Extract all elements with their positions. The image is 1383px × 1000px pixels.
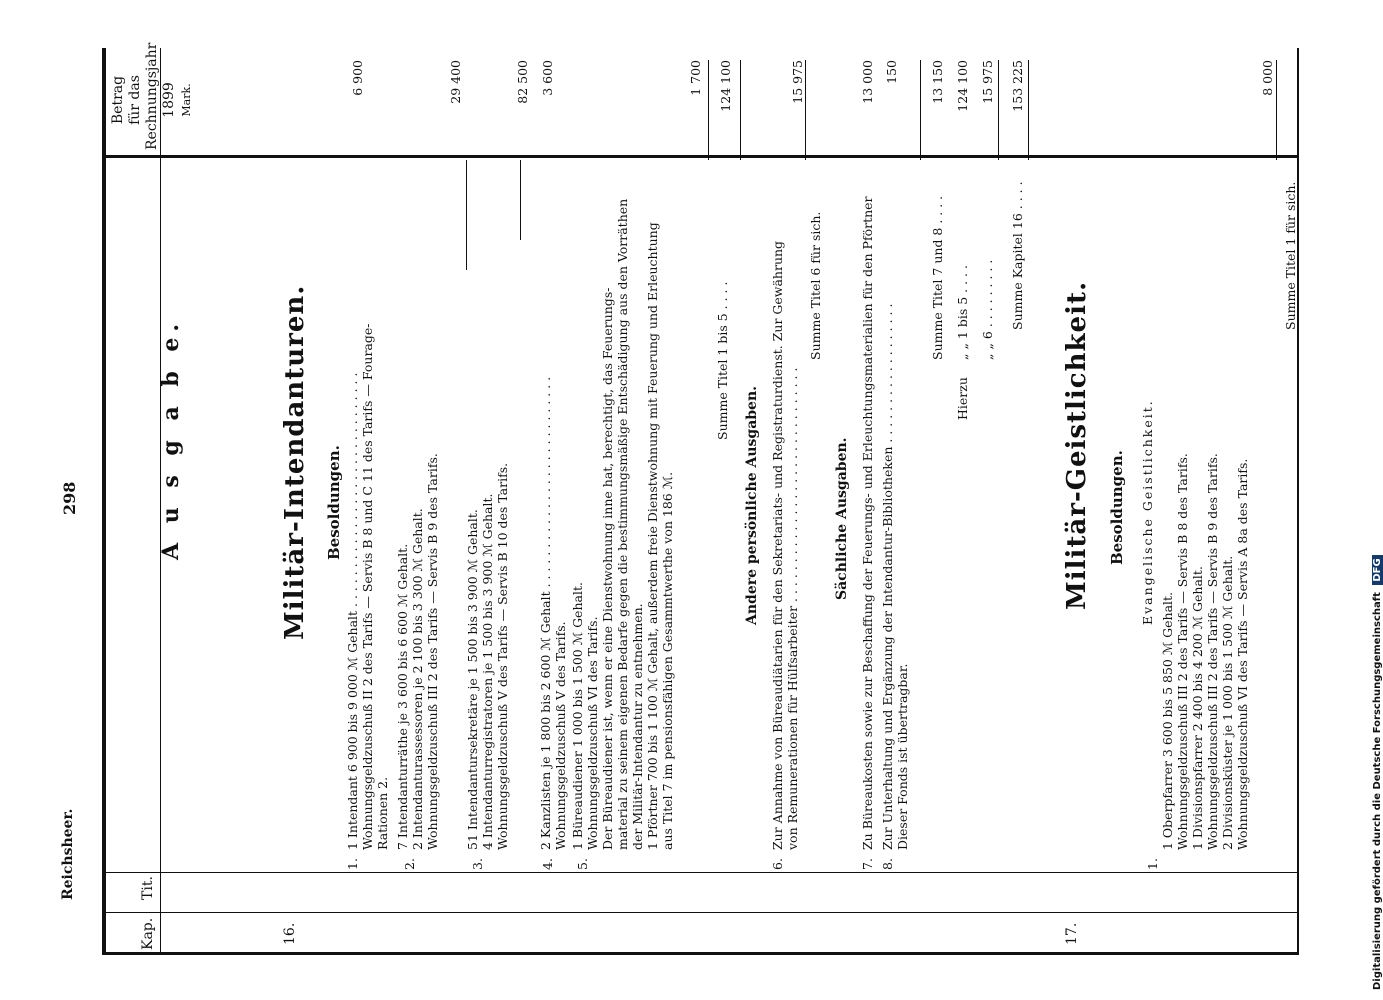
row-line: 2 Divisionsküster je 1 000 bis 1 500 ℳ Gehalt. — [1220, 555, 1235, 850]
kap16-material: Sächliche Ausgaben. — [834, 437, 850, 600]
row-tit: 1. — [345, 858, 360, 870]
row-amount: 15 975 — [790, 60, 805, 104]
row-tit: 8. — [880, 858, 895, 870]
row-line: Der Büreaudiener ist, wenn er eine Dienstwohnung inne hat, berechtigt, das Feuerungs- — [600, 287, 615, 850]
row-line: Rationen 2. — [375, 776, 390, 850]
sum-label: Summe Titel 6 für sich. — [808, 211, 823, 360]
sum-line — [1028, 60, 1029, 160]
row-line: Wohnungsgeldzuschuß III 2 des Tarifs — Servis B 9 des Tarifs. — [425, 453, 440, 850]
row-line: 1 Intendant 6 900 bis 9 000 ℳ Gehalt . . . . . . . . . . . . . . . . . . . . . . . . . . . . . . — [345, 372, 360, 850]
row-text — [538, 377, 568, 850]
kap16-other-personal: Andere persönliche Ausgaben. — [744, 385, 760, 625]
row-tit: 6. — [770, 858, 785, 870]
row-line: 2 Kanzlisten je 1 800 bis 2 600 ℳ Gehalt . . . . . . . . . . . . . . . . . . . . . . . . . . . — [538, 376, 553, 850]
sum-line — [920, 60, 921, 160]
amount-header-line: für das — [127, 75, 143, 125]
kap17-subhead: Evangelische Geistlichkeit. — [1140, 399, 1155, 625]
dfg-logo: DFG — [1372, 555, 1383, 584]
row-text — [770, 241, 800, 850]
row-line: Wohnungsgeldzuschuß III 2 des Tarifs — Servis B 8 des Tarifs. — [1175, 453, 1190, 850]
row-amount: 6 900 — [350, 60, 365, 96]
row-line: Wohnungsgeldzuschuß V des Tarifs. — [553, 621, 568, 850]
amount-header-line: 1899 — [161, 82, 177, 118]
row-text — [880, 304, 910, 850]
sum-label: Summe Kapitel 16 . . . . — [1010, 181, 1025, 330]
row-tit: 1. — [1145, 858, 1160, 870]
kap16-number: 16. — [282, 922, 298, 945]
amount-header-line: Betrag — [110, 75, 126, 125]
row-line: 1 Oberpfarrer 3 600 bis 5 850 ℳ Gehalt. — [1160, 591, 1175, 850]
subtotal-line — [466, 160, 467, 270]
row-tit: 5. — [575, 858, 590, 870]
hierzu-label: Hierzu — [955, 377, 970, 420]
amount-unit: Mark. — [180, 83, 193, 117]
sum-line — [740, 60, 741, 160]
sum-line — [998, 60, 999, 160]
amount-header-line: Rechnungsjahr — [144, 42, 160, 150]
kap17-number: 17. — [1064, 922, 1080, 945]
row-tit: 3. — [470, 858, 485, 870]
sum-label: „ „ 1 bis 5 . . . . — [955, 265, 970, 360]
sum-label: Summe Titel 7 und 8 . . . . — [930, 195, 945, 360]
subtotal-line — [520, 160, 521, 240]
sum-label: „ „ 6 . . . . . . . . . — [980, 259, 995, 360]
row-line: 1 Büreaudiener 1 000 bis 1 500 ℳ Gehalt. — [570, 582, 585, 850]
row-line: 51 Intendantursekretäre je 1 500 bis 3 900 ℳ Gehalt. — [465, 509, 480, 850]
sum-amount: 124 100 — [955, 60, 970, 112]
kap16-besoldungen: Besoldungen. — [325, 445, 343, 560]
main-title: A u s g a b e. — [158, 317, 184, 560]
row-amount: 150 — [884, 60, 899, 84]
row-text — [395, 453, 440, 850]
row-amount: 13 000 — [860, 60, 875, 104]
sum-line — [1276, 60, 1277, 160]
row-amount: 8 000 — [1260, 60, 1275, 96]
row-line: 2 Intendanturassessoren je 2 100 bis 3 300 ℳ Gehalt. — [410, 508, 425, 850]
sum-label: Summe Titel 1 für sich. — [1283, 181, 1298, 330]
sum-label: Summe Titel 1 bis 5 . . . . — [715, 281, 730, 440]
row-line: material zu seinem eigenen Bedarfe gegen die bestimmungsmäßige Entschädigung aus den Vorräthen — [615, 198, 630, 850]
row-line: Wohnungsgeldzuschuß VI des Tarifs — Servis A 8a des Tarifs. — [1235, 458, 1250, 850]
sum-amount: 15 975 — [980, 60, 995, 104]
section-label: Reichsheer. — [60, 808, 76, 900]
row-line: Wohnungsgeldzuschuß II 2 des Tarifs — Servis B 8 und C 11 des Tarifs — Fourage- — [360, 323, 375, 850]
page-num-label: 298 — [60, 481, 79, 515]
tit-header: Tit. — [140, 876, 156, 900]
sum-line — [805, 60, 806, 160]
row-line: aus Titel 7 im pensionsfähigen Gesammtwerthe von 186 ℳ. — [660, 471, 675, 850]
kap-header: Kap. — [140, 917, 156, 950]
row-line: Wohnungsgeldzuschuß V des Tarifs — Servis B 10 des Tarifs. — [495, 462, 510, 850]
row-line: 4 Intendanturregistratoren je 1 500 bis 3 900 ℳ Gehalt. — [480, 493, 495, 850]
row-line: Dieser Fonds ist übertragbar. — [895, 663, 910, 850]
sum-amount: 13 150 — [930, 60, 945, 104]
row-line: Zur Unterhaltung und Ergänzung der Intendantur-Bibliotheken . . . . . . . . . . . . . . . . . . — [880, 303, 895, 850]
kap17-besoldungen: Besoldungen. — [1108, 450, 1126, 565]
row-text — [1160, 453, 1250, 850]
sum-amount: 124 100 — [718, 60, 733, 112]
row-line: von Remunerationen für Hülfsarbeiter . . . . . . . . . . . . . . . . . . . . . . . . . . . . . . — [785, 367, 800, 850]
row-line: Wohnungsgeldzuschuß VI des Tarifs. — [585, 616, 600, 850]
row-text — [570, 199, 675, 850]
kap16-title: Militär-Intendanturen. — [280, 284, 310, 640]
row-text — [465, 463, 510, 850]
row-line: 1 Divisionspfarrer 2 400 bis 4 200 ℳ Gehalt. — [1190, 566, 1205, 850]
sum-amount: 153 225 — [1010, 60, 1025, 112]
digitization-text: Digitalisierung gefördert durch die Deutsche Forschungsgemeinschaft — [1372, 592, 1383, 990]
row-line: der Militär-Intendantur zu entnehmen. — [630, 603, 645, 850]
row-line: 7 Intendanturräthe je 3 600 bis 6 600 ℳ Gehalt. — [395, 543, 410, 850]
kap17-title: Militär-Geistlichkeit. — [1062, 280, 1092, 610]
row-line: Wohnungsgeldzuschuß III 2 des Tarifs — Servis B 9 des Tarifs. — [1205, 453, 1220, 850]
row-line: Zu Büreaukosten sowie zur Beschaffung der Feuerungs- und Erleuchtungsmaterialien für den Pförtner — [860, 196, 875, 850]
row-amount: 3 600 — [540, 60, 555, 96]
row-amount: 29 400 — [448, 60, 463, 104]
row-amount: 82 500 — [515, 60, 530, 104]
row-tit: 2. — [402, 858, 417, 870]
sum-line — [708, 60, 709, 160]
row-amount: 1 700 — [688, 60, 703, 96]
row-line: 1 Pförtner 700 bis 1 100 ℳ Gehalt, außerdem freie Dienstwohnung mit Feuerung und Erleuchtung — [645, 222, 660, 850]
row-text — [860, 196, 875, 850]
row-line: Zur Annahme von Büreaudiätarien für den Sekretariats- und Registraturdienst. Zur Gewährung — [770, 240, 785, 850]
row-text — [345, 323, 390, 850]
row-tit: 7. — [860, 858, 875, 870]
row-tit: 4. — [540, 858, 555, 870]
